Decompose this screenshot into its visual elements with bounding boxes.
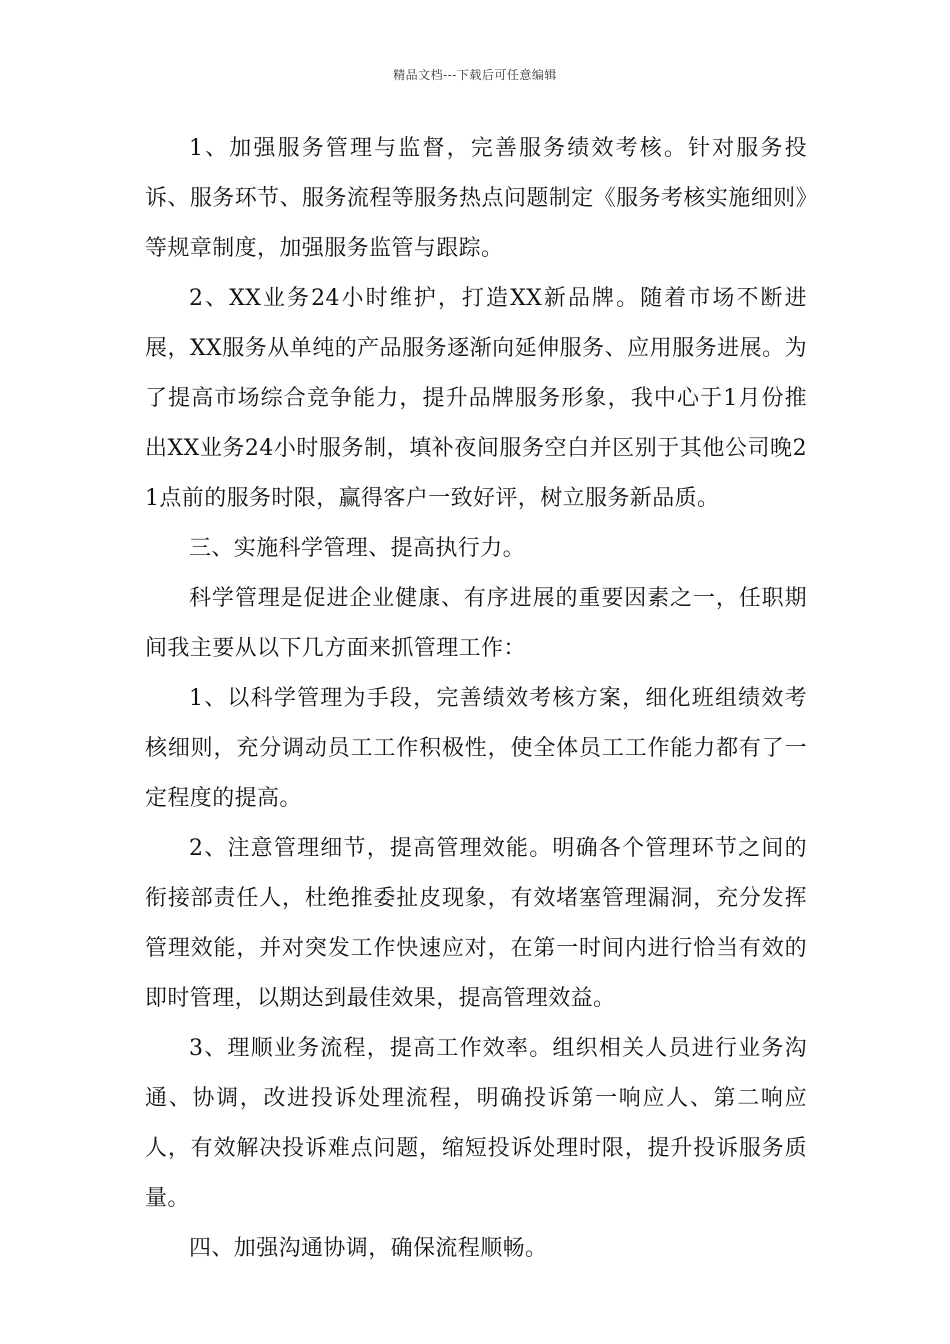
page-header: 精品文档---下载后可任意编辑 bbox=[393, 68, 557, 82]
paragraph-management-details: 2、注意管理细节，提高管理效能。明确各个管理环节之间的衔接部责任人，杜绝推委扯皮现象，有效堵塞管理漏洞，充分发挥管理效能，并对突发工作快速应对，在第一时间内进行恰当有效的即时管理，以期达到最佳效果，提高管理效益。 bbox=[145, 836, 807, 1011]
section-heading-communication: 四、加强沟通协调，确保流程顺畅。 bbox=[189, 1236, 548, 1261]
document-body bbox=[145, 124, 807, 1274]
paragraph-performance-assessment: 1、以科学管理为手段，完善绩效考核方案，细化班组绩效考核细则，充分调动员工工作积极性，使全体员工工作能力都有了一定程度的提高。 bbox=[145, 686, 807, 811]
paragraph-business-process: 3、理顺业务流程，提高工作效率。组织相关人员进行业务沟通、协调，改进投诉处理流程，明确投诉第一响应人、第二响应人，有效解决投诉难点问题，缩短投诉处理时限，提升投诉服务质量。 bbox=[145, 1036, 807, 1211]
paragraph-24h-maintenance: 2、XX业务24小时维护，打造XX新品牌。随着市场不断进展，XX服务从单纯的产品服务逐渐向延伸服务、应用服务进展。为了提高市场综合竞争能力，提升品牌服务形象，我中心于1月份推出XX业务24小时服务制，填补夜间服务空白并区别于其他公司晚21点前的服务时限，赢得客户一致好评，树立服务新品质。 bbox=[145, 286, 807, 511]
section-heading-scientific-management: 三、实施科学管理、提高执行力。 bbox=[189, 536, 526, 561]
paragraph-management-intro: 科学管理是促进企业健康、有序进展的重要因素之一，任职期间我主要从以下几方面来抓管理工作： bbox=[145, 586, 807, 661]
paragraph-service-supervision: 1、加强服务管理与监督，完善服务绩效考核。针对服务投诉、服务环节、服务流程等服务热点问题制定《服务考核实施细则》等规章制度，加强服务监管与跟踪。 bbox=[145, 136, 807, 261]
